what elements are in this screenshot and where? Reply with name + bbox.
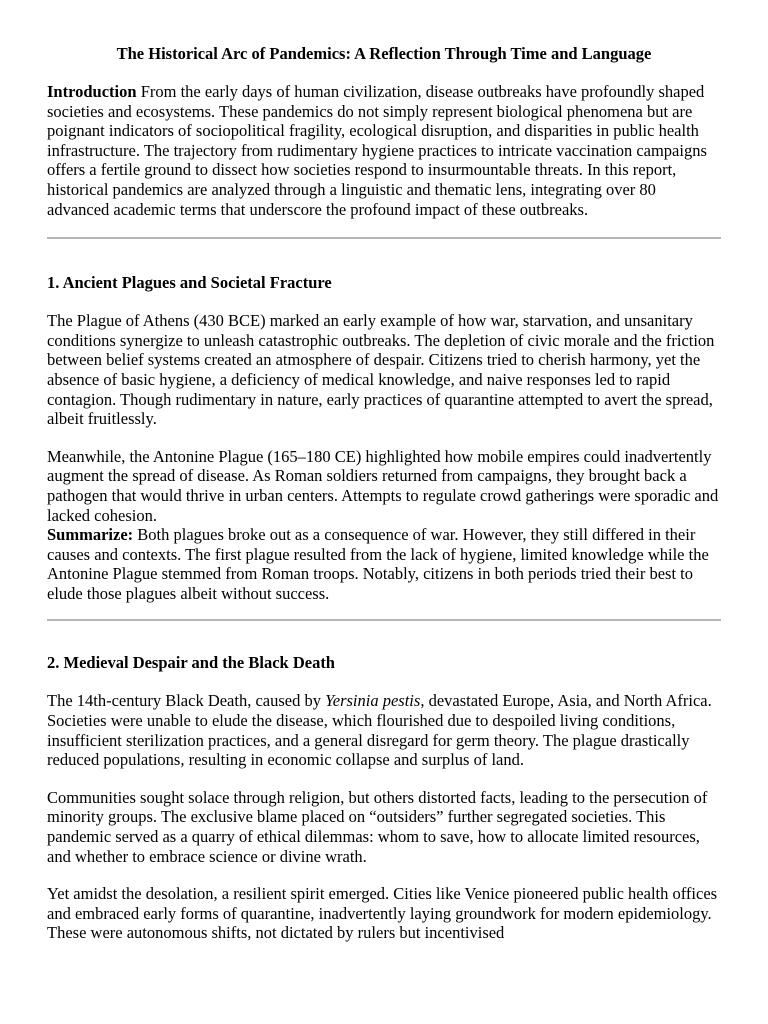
section-1-paragraph-1: The Plague of Athens (430 BCE) marked an early example of how war, starvation, and unsanitary conditions synergize to unleash catastrophic outbreaks. The depletion of civic morale and the friction between belief systems created an atmosphere of despair. Citizens tried to cherish harmony, yet the absence of basic hygiene, a deficiency of medical knowledge, and naive responses led to rapid contagion. Though rudimentary in nature, early practices of quarantine attempted to avert the spread, albeit fruitlessly. (47, 311, 715, 429)
section-2-heading: 2. Medieval Despair and the Black Death (47, 653, 335, 673)
section-2-paragraph-1 (47, 691, 721, 769)
section-1-heading: 1. Ancient Plagues and Societal Fracture (47, 273, 332, 293)
section-1-paragraph-2: Meanwhile, the Antonine Plague (165–180 CE) highlighted how mobile empires could inadvertently augment the spread of disease. As Roman soldiers returned from campaigns, they brought back a pathogen that would thrive in urban centers. Attempts to regulate crowd gatherings were sporadic and lacked cohesion. (47, 446, 719, 525)
introduction-label: Introduction (47, 82, 137, 101)
document-page (47, 44, 721, 943)
species-name: Yersinia pestis (325, 691, 421, 711)
divider-2 (47, 619, 721, 621)
s2p1-before: The 14th-century Black Death, caused by (47, 691, 326, 711)
section-2-paragraph-2: Communities sought solace through religion, but others distorted facts, leading to the persecution of minority groups. The exclusive blame placed on “outsiders” further segregated societies. This pandemic served as a quarry of ethical dilemmas: whom to save, how to allocate limited resources, and whether to embrace science or divine wrath. (47, 787, 708, 866)
document-title: The Historical Arc of Pandemics: A Reflection Through Time and Language (116, 44, 652, 63)
section-1-summary (47, 525, 721, 603)
summary-text: Both plagues broke out as a consequence of war. However, they still differed in their causes and contexts. The first plague resulted from the lack of hygiene, limited knowledge while the Antonine Plague stemmed from Roman troops. Notably, citizens in both periods tried their best to elude those plagues albeit without success. (47, 525, 709, 603)
divider-1 (47, 237, 721, 239)
s2p1-after: , devastated Europe, Asia, and North Africa. Societies were unable to elude the disease, which flourished due to despoiled living conditions, insufficient sterilization practices, and a general disregard for germ theory. The plague drastically reduced populations, resulting in economic collapse and surplus of land. (47, 691, 712, 770)
summary-label: Summarize: (47, 525, 134, 545)
section-2-paragraph-3: Yet amidst the desolation, a resilient spirit emerged. Cities like Venice pioneered public health offices and embraced early forms of quarantine, inadvertently laying groundwork for modern epidemiology. These were autonomous shifts, not dictated by rulers but incentivised (47, 884, 718, 943)
introduction-paragraph (47, 82, 721, 219)
introduction-text: From the early days of human civilization, disease outbreaks have profoundly shaped societies and ecosystems. These pandemics do not simply represent biological phenomena but are poignant indicators of sociopolitical fragility, ecological disruption, and disparities in public health infrastructure. The trajectory from rudimentary hygiene practices to intricate vaccination campaigns offers a fertile ground to dissect how societies respond to insurmountable threats. In this report, historical pandemics are analyzed through a linguistic and thematic lens, integrating over 80 advanced academic terms that underscore the profound impact of these outbreaks. (47, 82, 707, 219)
